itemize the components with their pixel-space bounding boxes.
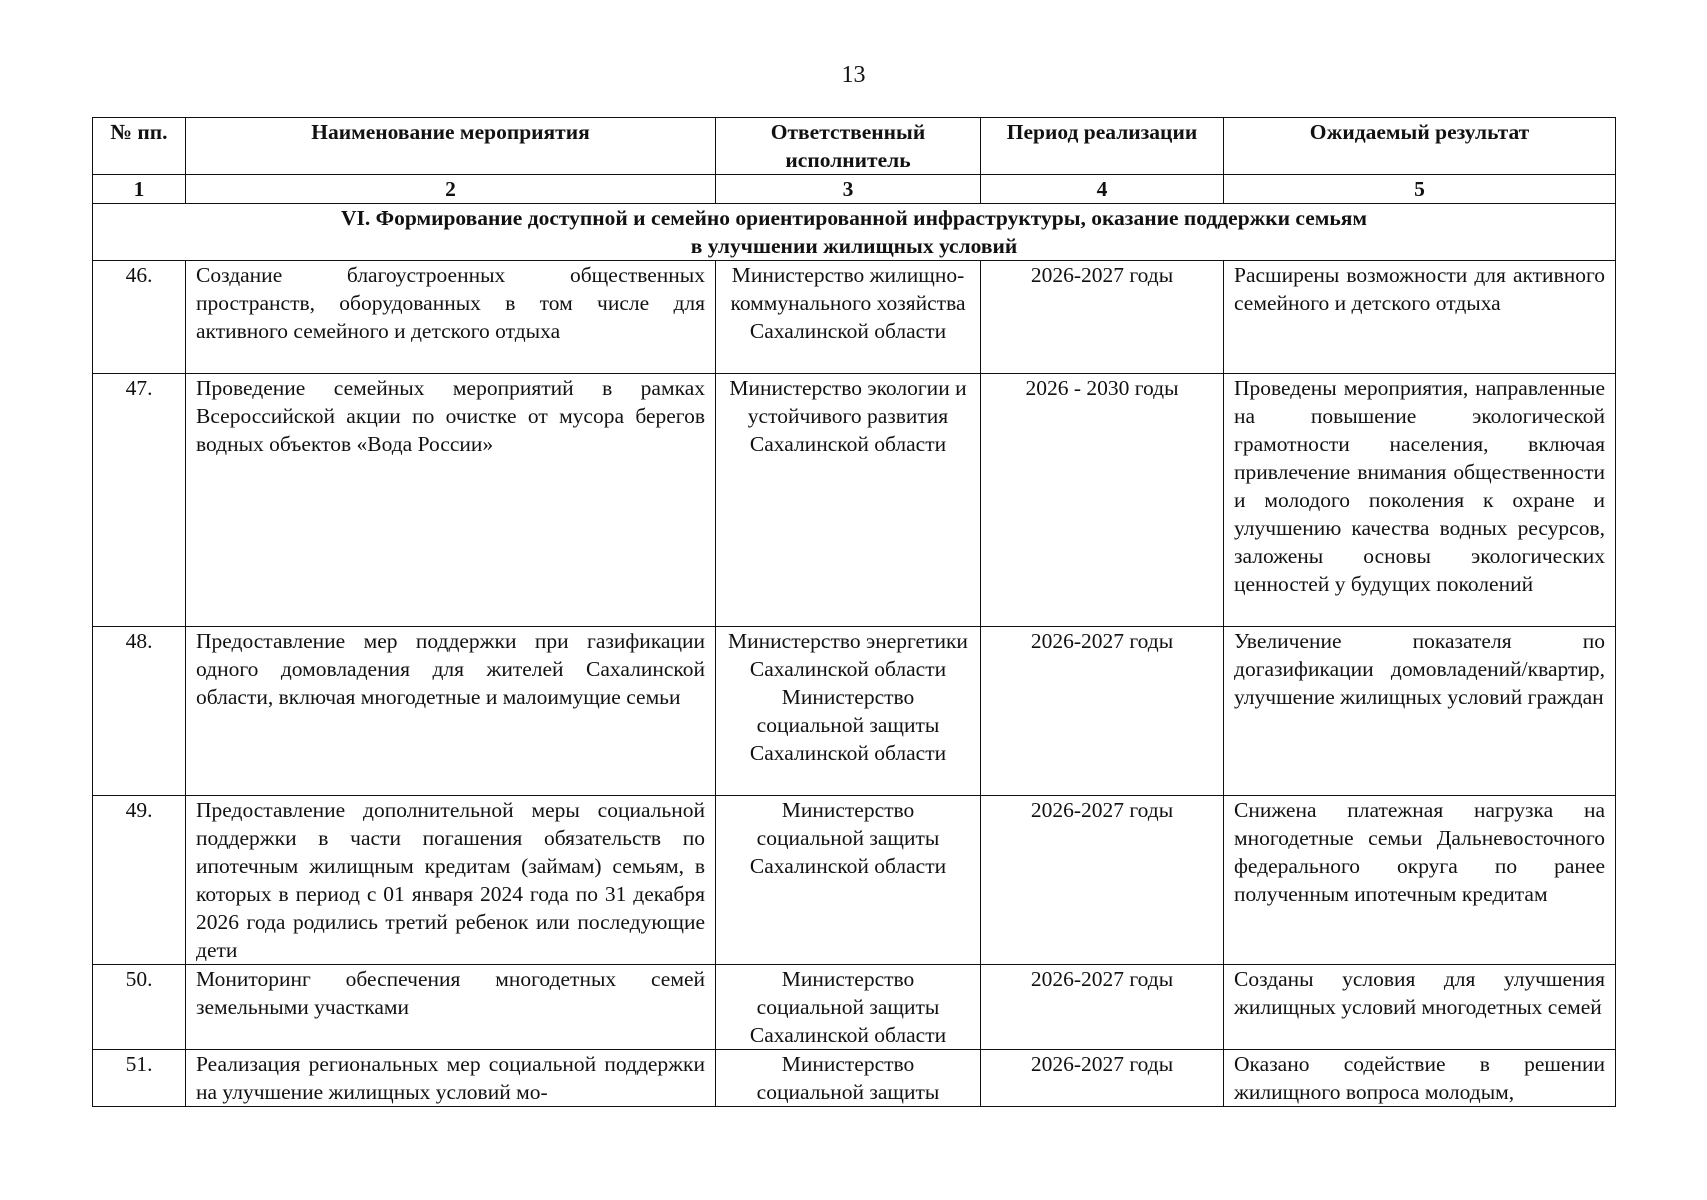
- expected-result: Снижена платежная нагрузка на многодетные семьи Дальневосточного федерального округа по ранее полученным ипотечным кредитам: [1224, 796, 1616, 965]
- implementation-period: 2026-2027 годы: [981, 261, 1224, 374]
- expected-result: Созданы условия для улучшения жилищных условий многодетных семей: [1224, 965, 1616, 1050]
- expected-result: Расширены возможности для активного семейного и детского отдыха: [1224, 261, 1616, 374]
- row-number: 50.: [93, 965, 186, 1050]
- implementation-period: 2026-2027 годы: [981, 1050, 1224, 1107]
- table-row: [93, 627, 1616, 796]
- column-number: 2: [186, 175, 716, 204]
- table-row: [93, 261, 1616, 374]
- measure-name: Мониторинг обеспечения многодетных семей земельными участками: [186, 965, 716, 1050]
- responsible-executor: Министерство социальной защиты Сахалинской области: [716, 965, 981, 1050]
- responsible-executor: Министерство жилищно-коммунального хозяйства Сахалинской области: [716, 261, 981, 374]
- section-row: [93, 204, 1616, 261]
- table-row: [93, 796, 1616, 965]
- row-number: 49.: [93, 796, 186, 965]
- measure-name: Предоставление дополнительной меры социальной поддержки в части погашения обязательств по ипотечным жилищным кредитам (займам) семьям, в которых в период с 01 января 2024 года по 31 декабря 2026 года родились третий ребенок или последующие дети: [186, 796, 716, 965]
- table-row: [93, 965, 1616, 1050]
- implementation-period: 2026 - 2030 годы: [981, 374, 1224, 627]
- section-title: [93, 204, 1616, 261]
- column-number: 1: [93, 175, 186, 204]
- header-num: № пп.: [93, 118, 186, 175]
- table-row: [93, 374, 1616, 627]
- responsible-executor: Министерство социальной защиты: [716, 1050, 981, 1107]
- column-number: 5: [1224, 175, 1616, 204]
- implementation-period: 2026-2027 годы: [981, 965, 1224, 1050]
- expected-result: Проведены мероприятия, направленные на повышение экологической грамотности населения, включая привлечение внимания общественности и молодого поколения к охране и улучшению качества водных ресурсов, заложены основы экологических ценностей у будущих поколений: [1224, 374, 1616, 627]
- row-number: 47.: [93, 374, 186, 627]
- header-executor: Ответственный исполнитель: [716, 118, 981, 175]
- measures-table: [92, 117, 1616, 1107]
- page-number: 13: [841, 62, 866, 88]
- measure-name: Создание благоустроенных общественных пространств, оборудованных в том числе для активного семейного и детского отдыха: [186, 261, 716, 374]
- row-number: 48.: [93, 627, 186, 796]
- header-period: Период реализации: [981, 118, 1224, 175]
- implementation-period: 2026-2027 годы: [981, 796, 1224, 965]
- row-number: 46.: [93, 261, 186, 374]
- expected-result: Увеличение показателя по догазификации домовладений/квартир, улучшение жилищных условий граждан: [1224, 627, 1616, 796]
- measure-name: Реализация региональных мер социальной поддержки на улучшение жилищных условий мо-: [186, 1050, 716, 1107]
- section-title-line2: в улучшении жилищных условий: [690, 234, 1018, 258]
- table-row: [93, 1050, 1616, 1107]
- section-title-line1: VI. Формирование доступной и семейно ориентированной инфраструктуры, оказание поддержки семьям: [340, 206, 1368, 230]
- header-name: Наименование мероприятия: [186, 118, 716, 175]
- responsible-executor: Министерство экологии и устойчивого развития Сахалинской области: [716, 374, 981, 627]
- responsible-executor: Министерство энергетики Сахалинской области Министерство социальной защиты Сахалинской области: [716, 627, 981, 796]
- header-row: [93, 118, 1616, 175]
- expected-result: Оказано содействие в решении жилищного вопроса молодым,: [1224, 1050, 1616, 1107]
- column-number: 4: [981, 175, 1224, 204]
- row-number: 51.: [93, 1050, 186, 1107]
- column-number-row: [93, 175, 1616, 204]
- responsible-executor: Министерство социальной защиты Сахалинской области: [716, 796, 981, 965]
- measure-name: Предоставление мер поддержки при газификации одного домовладения для жителей Сахалинской области, включая многодетные и малоимущие семьи: [186, 627, 716, 796]
- measure-name: Проведение семейных мероприятий в рамках Всероссийской акции по очистке от мусора берегов водных объектов «Вода России»: [186, 374, 716, 627]
- column-number: 3: [716, 175, 981, 204]
- header-result: Ожидаемый результат: [1224, 118, 1616, 175]
- implementation-period: 2026-2027 годы: [981, 627, 1224, 796]
